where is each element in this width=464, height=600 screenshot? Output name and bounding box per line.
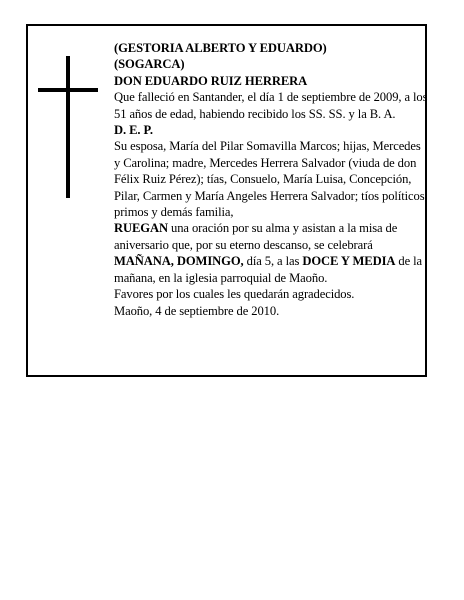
death-paragraph: Que falleció en Santander, el día 1 de septiembre de 2009, a los 51 años de edad, habiendo recibido los SS. SS. y la B. A. xyxy=(114,90,428,121)
dep-line: D. E. P. xyxy=(114,123,153,138)
request-text-1: una oración por su alma y asistan a la misa de aniversario que, por su eterno descanso, se celebrará xyxy=(114,221,398,252)
place-date-line: Maoño, 4 de septiembre de 2010. xyxy=(114,303,280,318)
cross-horizontal-bar xyxy=(38,88,98,92)
header-line-2: (SOGARCA) xyxy=(114,57,185,72)
day-bold: MAÑANA, DOMINGO, xyxy=(114,254,244,269)
ruegan-word: RUEGAN xyxy=(114,221,168,236)
time-bold: DOCE Y MEDIA xyxy=(302,254,396,269)
request-text-2: día 5, a las xyxy=(243,254,303,269)
header-line-1: (GESTORIA ALBERTO Y EDUARDO) xyxy=(114,41,327,55)
request-text-3: de la mañana, en la iglesia parroquial de Maoño. xyxy=(114,254,423,285)
cross-vertical-bar xyxy=(66,56,70,198)
thanks-line: Favores por los cuales les quedarán agradecidos. xyxy=(114,287,355,302)
deceased-name: DON EDUARDO RUIZ HERRERA xyxy=(114,73,308,88)
family-paragraph: Su esposa, María del Pilar Somavilla Marcos; hijas, Mercedes y Carolina; madre, Mercedes Herrera Salvador (viuda de don Félix Ruiz Pérez); tías, Consuelo, María Luisa, Concepción, Pilar, Carmen y María Angeles Herrera Salvador; tíos políticos, primos y demás familia, xyxy=(114,139,428,220)
obituary-text xyxy=(114,40,428,319)
obituary-frame xyxy=(26,24,427,377)
cross-icon xyxy=(38,56,98,198)
request-paragraph xyxy=(114,220,428,286)
